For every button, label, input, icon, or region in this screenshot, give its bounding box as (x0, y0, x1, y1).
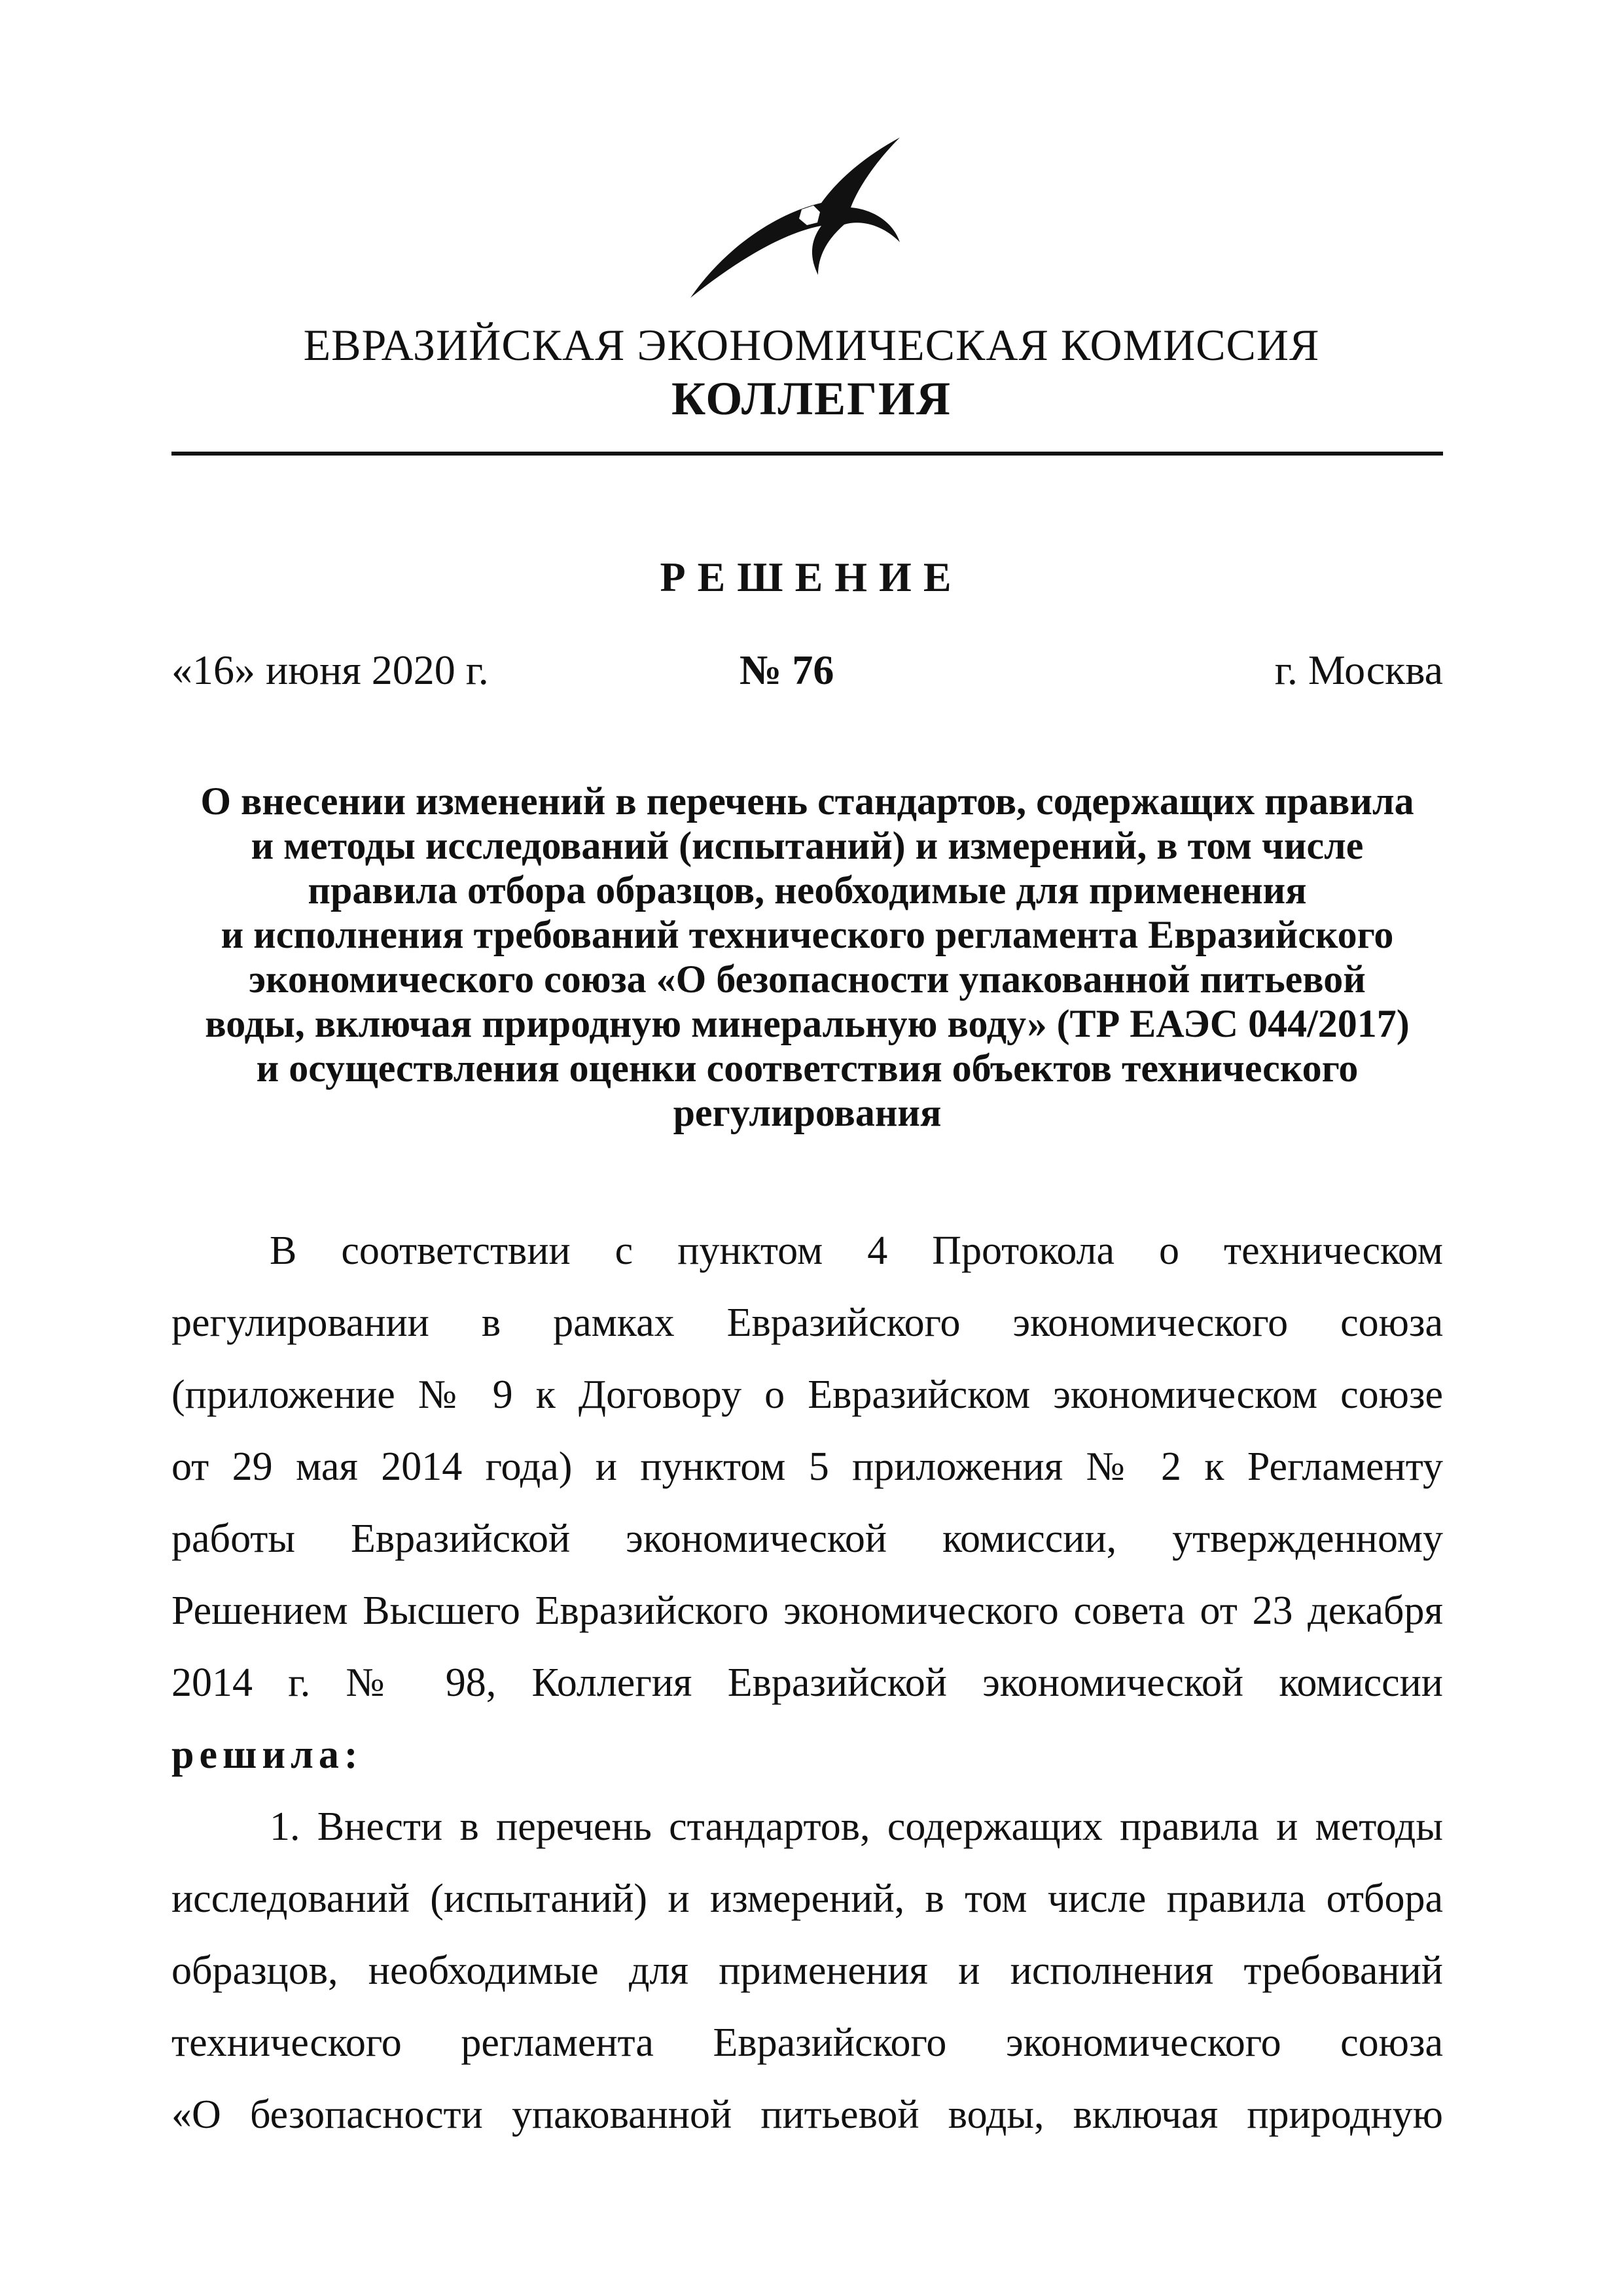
organization-name: ЕВРАЗИЙСКАЯ ЭКОНОМИЧЕСКАЯ КОМИССИЯ (303, 320, 1320, 370)
body-line: технического регламента Евразийского экономического союза (171, 2020, 1443, 2065)
body-line: 2014 г. № 98, Коллегия Евразийской экономической комиссии (171, 1660, 1443, 1705)
title-line: и методы исследований (испытаний) и измерений, в том числе (251, 824, 1364, 867)
body-line: Решением Высшего Евразийского экономического совета от 23 декабря (171, 1588, 1443, 1633)
eaeu-emblem-icon (687, 134, 903, 304)
title-line: воды, включая природную минеральную воду» (ТР ЕАЭС 044/2017) (205, 1002, 1410, 1045)
body-line: исследований (испытаний) и измерений, в том числе правила отбора (171, 1876, 1443, 1921)
body-line: работы Евразийской экономической комиссии, утвержденному (171, 1516, 1443, 1561)
title-line: О внесении изменений в перечень стандартов, содержащих правила (200, 780, 1414, 823)
body-line: образцов, необходимые для применения и исполнения требований (171, 1948, 1443, 1993)
title-line: правила отбора образцов, необходимые для применения (308, 869, 1307, 912)
document-date: «16» июня 2020 г. (171, 647, 489, 693)
document-type: РЕШЕНИЕ (660, 554, 963, 600)
body-line: В соответствии с пунктом 4 Протокола о техническом (270, 1229, 1443, 1273)
decision-word: решила: (171, 1732, 363, 1777)
title-line: регулирования (673, 1091, 942, 1134)
body-line: от 29 мая 2014 года) и пунктом 5 приложения № 2 к Регламенту (171, 1444, 1443, 1489)
organization-body: КОЛЛЕГИЯ (671, 372, 952, 425)
document-number: № 76 (740, 647, 834, 693)
body-line: 1. Внести в перечень стандартов, содержащих правила и методы (270, 1804, 1443, 1849)
body-line: регулировании в рамках Евразийского экономического союза (171, 1300, 1443, 1345)
body-line: (приложение № 9 к Договору о Евразийском экономическом союзе (171, 1372, 1443, 1417)
document-place: г. Москва (1274, 647, 1443, 693)
header-divider (171, 452, 1443, 456)
title-line: экономического союза «О безопасности упакованной питьевой (249, 958, 1366, 1001)
document-title (171, 779, 1443, 1135)
title-line: и исполнения требований технического регламента Евразийского (221, 913, 1394, 956)
body-line: «О безопасности упакованной питьевой воды, включая природную (171, 2092, 1443, 2137)
title-line: и осуществления оценки соответствия объектов технического (256, 1047, 1359, 1090)
